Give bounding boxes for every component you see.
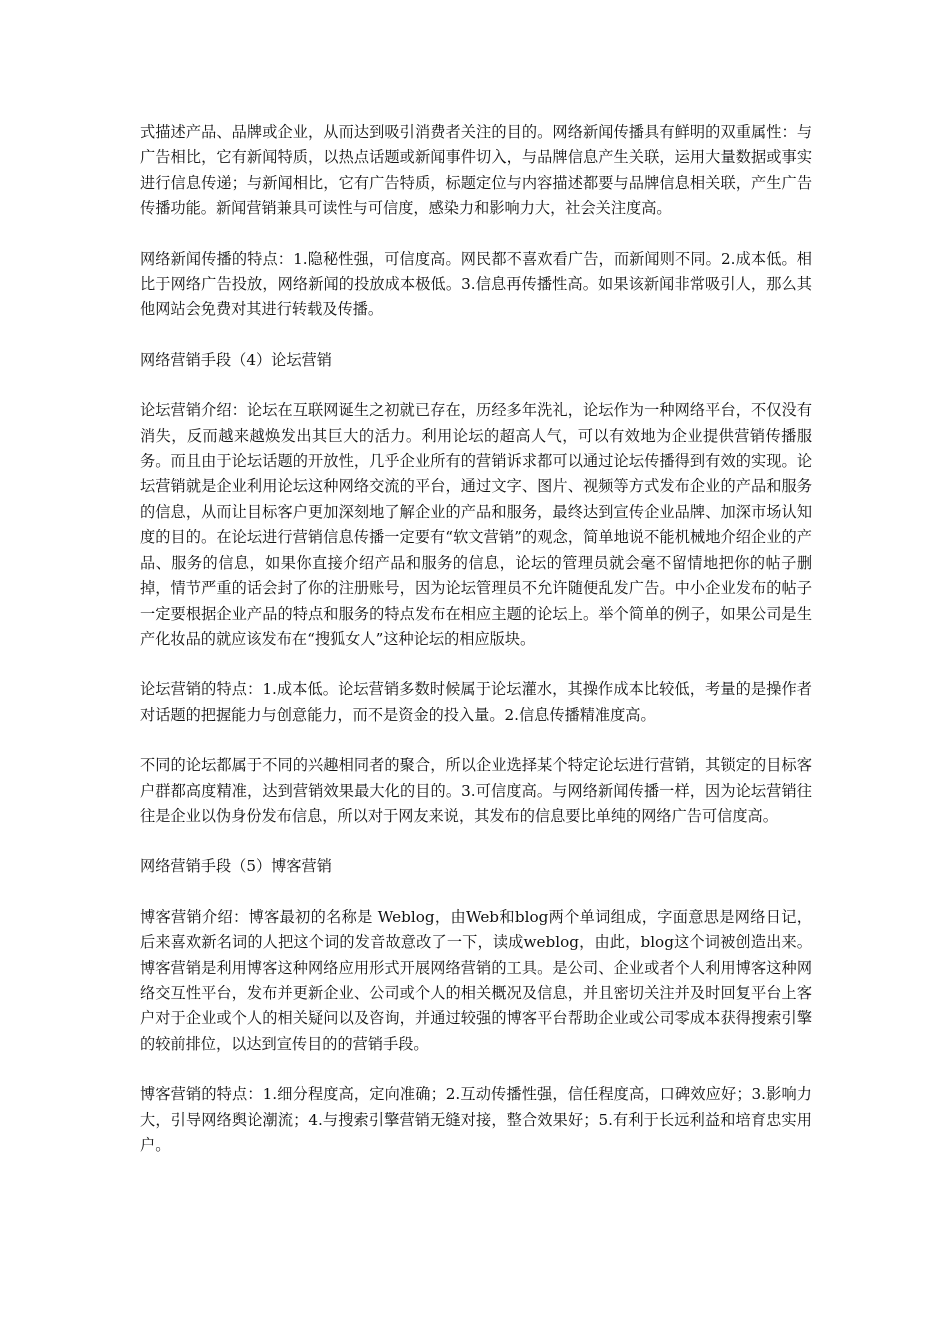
document-page bbox=[140, 120, 812, 1183]
section-heading-blog-marketing: 网络营销手段（5）博客营销 bbox=[140, 857, 332, 876]
paragraph-forum-intro: 论坛营销介绍：论坛在互联网诞生之初就已存在，历经多年洗礼，论坛作为一种网络平台，不仅没有消失，反而越来越焕发出其巨大的活力。利用论坛的超高人气，可以有效地为企业提供营销传播服务。而且由于论坛话题的开放性，几乎企业所有的营销诉求都可以通过论坛传播得到有效的实现。论坛营销就是企业利用论坛这种网络交流的平台，通过文字、图片、视频等方式发布企业的产品和服务的信息，从而让目标客户更加深刻地了解企业的产品和服务，最终达到宣传企业品牌、加深市场认知度的目的。在论坛进行营销信息传播一定要有“软文营销”的观念，简单地说不能机械地介绍企业的产品、服务的信息，如果你直接介绍产品和服务的信息，论坛的管理员就会毫不留情地把你的帖子删掉，情节严重的话会封了你的注册账号，因为论坛管理员不允许随便乱发广告。中小企业发布的帖子一定要根据企业产品的特点和服务的特点发布在相应主题的论坛上。举个简单的例子，如果公司是生产化妆品的就应该发布在“搜狐女人”这种论坛的相应版块。 bbox=[140, 401, 812, 648]
paragraph-blog-intro: 博客营销介绍：博客最初的名称是 Weblog，由Web和blog两个单词组成，字面意思是网络日记，后来喜欢新名词的人把这个词的发音故意改了一下，读成weblog，由此，blog这个词被创造出来。博客营销是利用博客这种网络应用形式开展网络营销的工具。是公司、企业或者个人利用博客这种网络交互性平台，发布并更新企业、公司或个人的相关概况及信息，并且密切关注并及时回复平台上客户对于企业或个人的相关疑问以及咨询，并通过较强的博客平台帮助企业或公司零成本获得搜索引擎的较前排位，以达到宣传目的的营销手段。 bbox=[140, 907, 812, 1053]
paragraph-forum-features: 论坛营销的特点：1.成本低。论坛营销多数时候属于论坛灌水，其操作成本比较低，考量的是操作者对话题的把握能力与创意能力，而不是资金的投入量。2.信息传播精准度高。 bbox=[140, 680, 812, 724]
section-heading-forum-marketing: 网络营销手段（4）论坛营销 bbox=[140, 350, 332, 369]
paragraph-forum-features-continued: 不同的论坛都属于不同的兴趣相同者的聚合，所以企业选择某个特定论坛进行营销，其锁定的目标客户群都高度精准，达到营销效果最大化的目的。3.可信度高。与网络新闻传播一样，因为论坛营销往往是企业以伪身份发布信息，所以对于网友来说，其发布的信息要比单纯的网络广告可信度高。 bbox=[140, 756, 812, 825]
paragraph-news-features: 网络新闻传播的特点：1.隐秘性强，可信度高。网民都不喜欢看广告，而新闻则不同。2.成本低。相比于网络广告投放，网络新闻的投放成本极低。3.信息再传播性高。如果该新闻非常吸引人，那么其他网站会免费对其进行转载及传播。 bbox=[140, 249, 812, 319]
paragraph-news-intro-continued: 式描述产品、品牌或企业，从而达到吸引消费者关注的目的。网络新闻传播具有鲜明的双重属性：与广告相比，它有新闻特质，以热点话题或新闻事件切入，与品牌信息产生关联，运用大量数据或事实进行信息传递；与新闻相比，它有广告特质，标题定位与内容描述都要与品牌信息相关联，产生广告传播功能。新闻营销兼具可读性与可信度，感染力和影响力大，社会关注度高。 bbox=[140, 123, 812, 218]
paragraph-blog-features: 博客营销的特点：1.细分程度高，定向准确；2.互动传播性强，信任程度高，口碑效应好；3.影响力大，引导网络舆论潮流；4.与搜索引擎营销无缝对接，整合效果好；5.有利于长远利益和培育忠实用户。 bbox=[140, 1085, 812, 1154]
